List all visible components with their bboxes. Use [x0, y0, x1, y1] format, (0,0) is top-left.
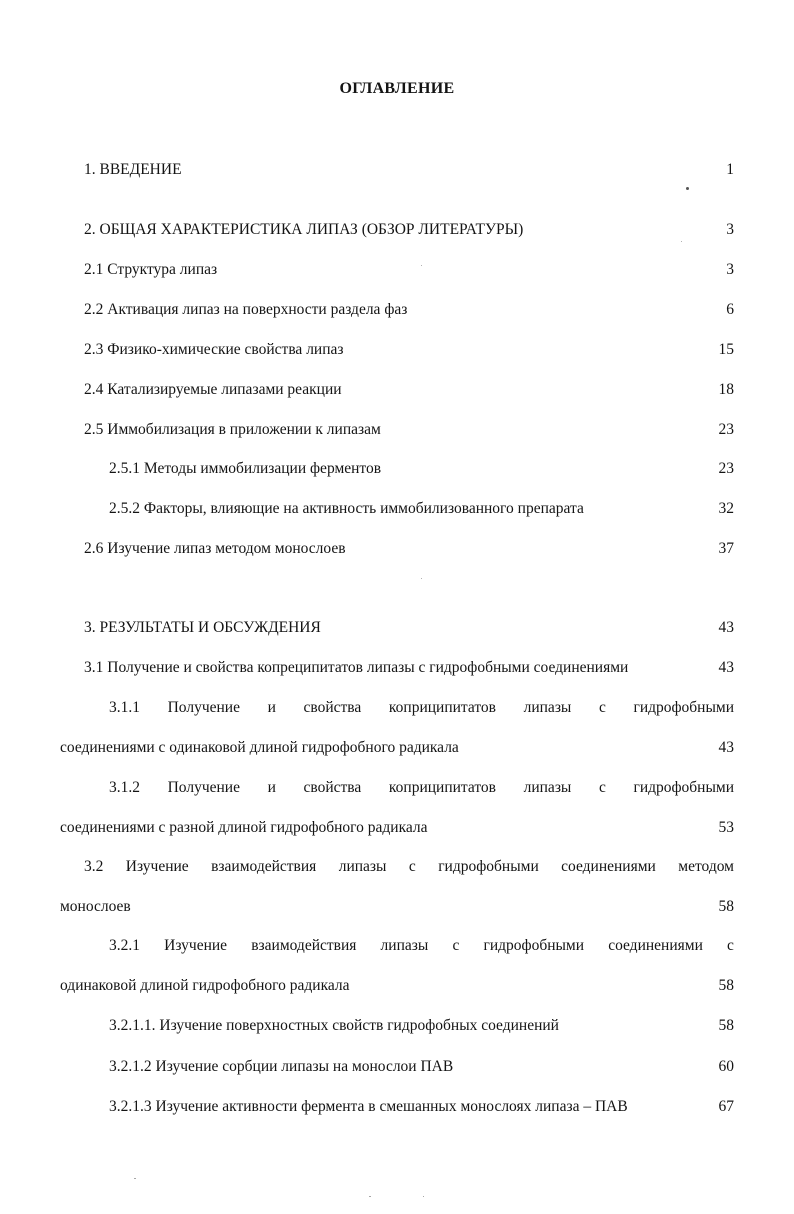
toc-entry-2-5-1: 2.5.1 Методы иммобилизации ферментов	[109, 460, 382, 477]
toc-word: свойства	[303, 779, 362, 796]
toc-entry-3-2-1	[109, 936, 734, 956]
toc-word: 3.1.2	[109, 779, 140, 796]
toc-entry-3-2-1-cont: одинаковой длиной гидрофобного радикала	[60, 977, 350, 994]
toc-word: коприципитатов	[388, 779, 496, 796]
toc-page-3-1-2: 53	[718, 819, 734, 836]
scan-speck	[423, 1196, 424, 1197]
toc-word: коприципитатов	[388, 699, 496, 716]
toc-word: с	[727, 937, 734, 954]
toc-word: и	[267, 699, 276, 716]
toc-entry-3-1-2	[109, 778, 734, 798]
toc-entry-3-1-1	[109, 698, 734, 718]
toc-page-2-1: 3	[726, 261, 734, 278]
page-title: ОГЛАВЛЕНИЕ	[339, 80, 455, 97]
toc-word: взаимодействия	[251, 937, 357, 954]
toc-entry-3-1-2-cont: соединениями с разной длиной гидрофобного радикала	[60, 819, 428, 836]
toc-entry-2-3: 2.3 Физико-химические свойства липаз	[84, 341, 344, 358]
toc-word: липазы	[523, 779, 572, 796]
toc-word: Получение	[167, 779, 240, 796]
toc-word: гидрофобными	[483, 937, 585, 954]
toc-page-3-2-1-3: 67	[718, 1098, 734, 1115]
toc-page-3: 43	[718, 619, 734, 636]
toc-page-2-3: 15	[718, 341, 734, 358]
toc-word: гидрофобными	[633, 779, 734, 796]
toc-entry-3: 3. РЕЗУЛЬТАТЫ И ОБСУЖДЕНИЯ	[84, 619, 321, 636]
toc-word: взаимодействия	[211, 858, 317, 875]
toc-word: Изучение	[164, 937, 228, 954]
toc-page-2-4: 18	[718, 381, 734, 398]
toc-entry-3-1-1-cont: соединениями с одинаковой длиной гидрофобного радикала	[60, 739, 459, 756]
toc-entry-2-5-2: 2.5.2 Факторы, влияющие на активность иммобилизованного препарата	[109, 500, 584, 517]
toc-entry-2-4: 2.4 Катализируемые липазами реакции	[84, 381, 342, 398]
toc-entry-2-1: 2.1 Структура липаз	[84, 261, 218, 278]
toc-page-2: 3	[726, 221, 734, 238]
toc-word: гидрофобными	[438, 858, 539, 875]
toc-entry-3-2-1-1: 3.2.1.1. Изучение поверхностных свойств гидрофобных соединений	[109, 1017, 559, 1034]
toc-word: Получение	[167, 699, 240, 716]
toc-word: с	[598, 779, 606, 796]
toc-page-2-5: 23	[718, 421, 734, 438]
toc-word: гидрофобными	[633, 699, 734, 716]
toc-word: с	[598, 699, 606, 716]
toc-page-2-5-2: 32	[718, 500, 734, 517]
toc-entry-3-2	[84, 857, 734, 877]
scan-speck	[681, 241, 682, 242]
toc-entry-3-2-1-2: 3.2.1.2 Изучение сорбции липазы на монослои ПАВ	[109, 1058, 454, 1075]
toc-word: 3.2	[84, 858, 104, 875]
toc-word: липазы	[523, 699, 572, 716]
toc-page-2-5-1: 23	[718, 460, 734, 477]
toc-word: липазы	[380, 937, 429, 954]
toc-page-3-2-1: 58	[718, 977, 734, 994]
toc-page-2-2: 6	[726, 301, 734, 318]
toc-entry-2-6: 2.6 Изучение липаз методом монослоев	[84, 540, 346, 557]
scan-speck	[421, 578, 422, 579]
toc-page-2-6: 37	[718, 540, 734, 557]
toc-page-3-1-1: 43	[718, 739, 734, 756]
toc-word: с	[408, 858, 416, 875]
toc-word: 3.1.1	[109, 699, 140, 716]
toc-entry-2-2: 2.2 Активация липаз на поверхности раздела фаз	[84, 301, 408, 318]
toc-entry-3-2-cont: монослоев	[60, 898, 131, 915]
toc-word: липазы	[338, 858, 387, 875]
toc-word: Изучение	[125, 858, 189, 875]
toc-entry-2-5: 2.5 Иммобилизация в приложении к липазам	[84, 421, 381, 438]
toc-page-1: 1	[726, 161, 734, 178]
toc-entry-2: 2. ОБЩАЯ ХАРАКТЕРИСТИКА ЛИПАЗ (ОБЗОР ЛИТЕРАТУРЫ)	[84, 221, 524, 238]
toc-word: методом	[678, 858, 734, 875]
toc-word: свойства	[303, 699, 362, 716]
toc-word: соединениями	[608, 937, 703, 954]
toc-entry-3-2-1-3: 3.2.1.3 Изучение активности фермента в смешанных монослоях липаза – ПАВ	[109, 1098, 628, 1115]
toc-page-3-2-1-2: 60	[718, 1058, 734, 1075]
toc-page-3-2: 58	[718, 898, 734, 915]
toc-word: с	[452, 937, 460, 954]
scan-speck	[686, 187, 689, 190]
toc-page-3-2-1-1: 58	[718, 1017, 734, 1034]
scan-speck	[421, 265, 422, 266]
toc-word: соединениями	[561, 858, 656, 875]
scan-speck	[134, 1178, 136, 1179]
scan-speck	[369, 1196, 371, 1197]
toc-word: и	[267, 779, 276, 796]
toc-word: 3.2.1	[109, 937, 140, 954]
toc-entry-1: 1. ВВЕДЕНИЕ	[84, 161, 182, 178]
toc-page-3-1: 43	[718, 659, 734, 676]
toc-entry-3-1: 3.1 Получение и свойства копреципитатов липазы с гидрофобными соединениями	[84, 659, 629, 676]
